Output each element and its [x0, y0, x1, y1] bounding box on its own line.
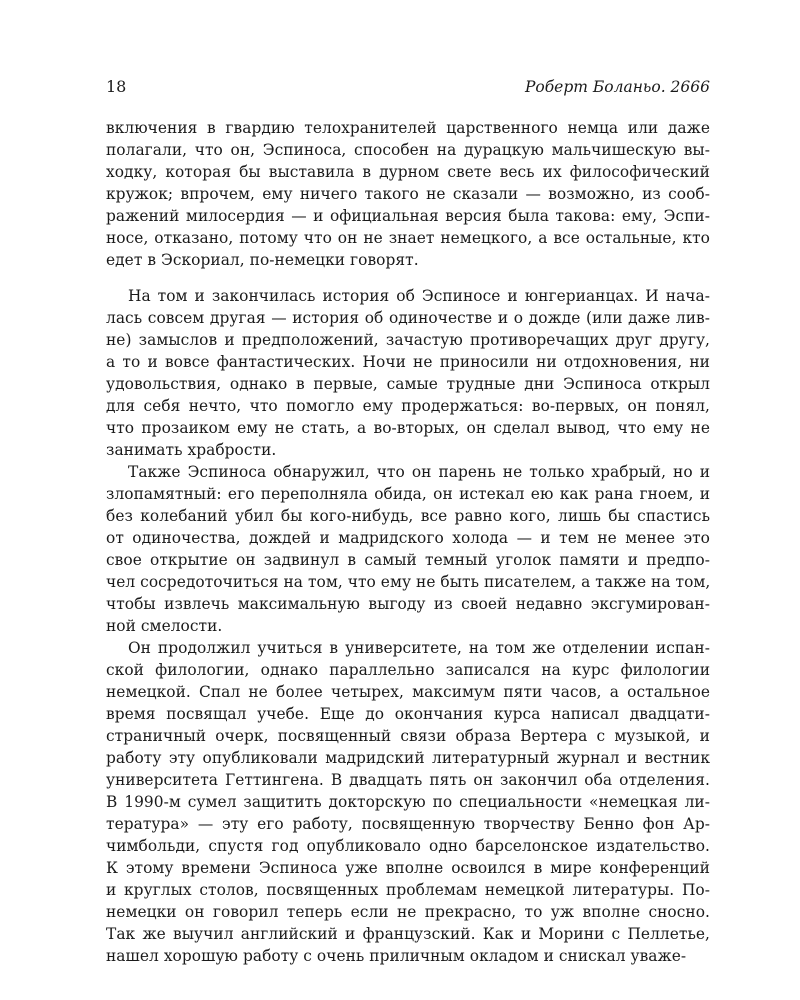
- text-line: ной смелости.: [106, 617, 223, 635]
- text-line: ходку, которая бы выставила в дурном свете весь их философический: [106, 163, 710, 181]
- text-line: носе, отказано, потому что он не знает немецкого, а все остальные, кто: [106, 229, 710, 247]
- text-line: В 1990-м сумел защитить докторскую по специальности «немецкая ли-: [106, 793, 710, 811]
- text-line: Также Эспиноса обнаружил, что он парень не только храбрый, но и: [128, 463, 710, 481]
- text-line: а то и вовсе фантастических. Ночи не приносили ни отдохновения, ни: [106, 353, 710, 371]
- text-line: чтобы извлечь максимальную выгоду из своей недавно эксгумирован-: [106, 595, 710, 613]
- paragraph: [106, 285, 710, 461]
- text-line: кружок; впрочем, ему ничего такого не сказали — возможно, из сооб-: [106, 185, 710, 203]
- text-line: для себя нечто, что помогло ему продержаться: во-первых, он понял,: [106, 397, 710, 415]
- text-line: ражений милосердия — и официальная версия была такова: ему, Эспи-: [106, 207, 710, 225]
- text-line: занимать храбрости.: [106, 441, 277, 459]
- text-line: нашел хорошую работу с очень приличным окладом и снискал уваже-: [106, 947, 687, 965]
- text-line: от одиночества, дождей и мадридского холода — и тем не менее это: [106, 529, 710, 547]
- text-line: едет в Эскориал, по-немецки говорят.: [106, 251, 419, 269]
- text-line: На том и закончилась история об Эспиносе и юнгерианцах. И нача-: [128, 287, 710, 305]
- text-line: Он продолжил учиться в университете, на том же отделении испан-: [128, 639, 710, 657]
- text-line: К этому времени Эспиноса уже вполне освоился в мире конференций: [106, 859, 710, 877]
- text-line: без колебаний убил бы кого-нибудь, все равно кого, лишь бы спастись: [106, 507, 710, 525]
- text-line: полагали, что он, Эспиноса, способен на дурацкую мальчишескую вы-: [106, 141, 710, 159]
- text-line: страничный очерк, посвященный связи образа Вертера с музыкой, и: [106, 727, 710, 745]
- text-line: ской филологии, однако параллельно записался на курс филологии: [106, 661, 710, 679]
- paragraph: [106, 461, 710, 637]
- paragraph: [106, 117, 710, 271]
- page-number: 18: [106, 77, 127, 96]
- paragraph-gap: [106, 271, 710, 285]
- text-line: злопамятный: его переполняла обида, он истекал ею как рана гноем, и: [106, 485, 710, 503]
- text-line: Так же выучил английский и французский. Как и Морини с Пеллетье,: [106, 925, 710, 943]
- text-line: чел сосредоточиться на том, что ему не быть писателем, а также на том,: [106, 573, 710, 591]
- text-line: свое открытие он задвинул в самый темный уголок памяти и предпо-: [106, 551, 710, 569]
- body-text: [106, 117, 710, 967]
- text-line: немецки он говорил теперь если не прекрасно, то уж вполне сносно.: [106, 903, 710, 921]
- text-line: тература» — эту его работу, посвященную творчеству Бенно фон Ар-: [106, 815, 710, 833]
- text-line: и круглых столов, посвященных проблемам немецкой литературы. По-: [106, 881, 710, 899]
- book-title-header: Роберт Боланьо. 2666: [524, 78, 710, 96]
- text-line: университета Геттингена. В двадцать пять он закончил оба отделения.: [106, 771, 710, 789]
- text-line: чимбольди, спустя год опубликовало одно барселонское издательство.: [106, 837, 710, 855]
- text-line: включения в гвардию телохранителей царственного немца или даже: [106, 119, 710, 137]
- text-line: немецкой. Спал не более четырех, максимум пяти часов, а остальное: [106, 683, 710, 701]
- paragraph: [106, 637, 710, 967]
- text-line: работу эту опубликовали мадридский литературный журнал и вестник: [106, 749, 710, 767]
- text-line: не) замыслов и предположений, зачастую противоречащих друг другу,: [106, 331, 710, 349]
- text-line: что прозаиком ему не стать, а во-вторых, он сделал вывод, что ему не: [106, 419, 710, 437]
- text-line: лась совсем другая — история об одиночестве и о дожде (или даже лив-: [106, 309, 710, 327]
- running-head: [106, 76, 710, 98]
- text-line: удовольствия, однако в первые, самые трудные дни Эспиноса открыл: [106, 375, 710, 393]
- text-line: время посвящал учебе. Еще до окончания курса написал двадцати-: [106, 705, 710, 723]
